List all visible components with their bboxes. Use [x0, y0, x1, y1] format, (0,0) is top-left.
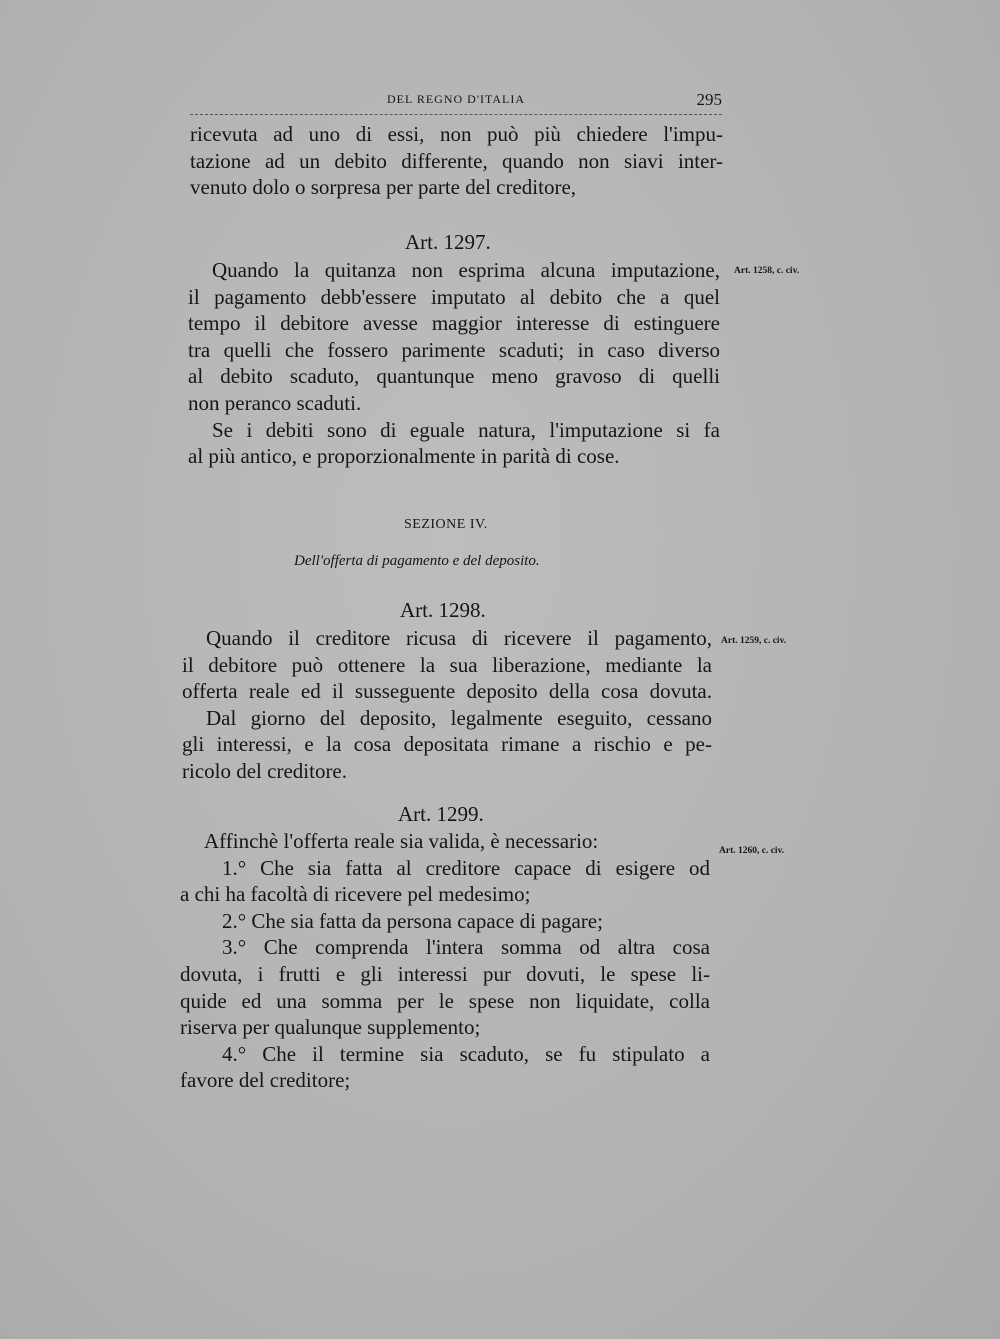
text-line: 3.° Che comprenda l'intera somma od altra cosa: [222, 935, 710, 960]
text-line: a chi ha facoltà di ricevere pel medesimo;: [180, 882, 531, 907]
text-line: Quando la quitanza non esprima alcuna imputazione,: [212, 258, 720, 282]
page-number: 295: [696, 90, 722, 109]
article-heading-1297: Art. 1297.: [405, 230, 491, 254]
margin-note-1297: Art. 1258, c. civ.: [734, 266, 800, 276]
text-line: dovuta, i frutti e gli interessi pur dovuti, le spese li-: [180, 961, 710, 986]
text-line: Affinchè l'offerta reale sia valida, è necessario:: [204, 829, 599, 853]
article-heading-1298: Art. 1298.: [400, 598, 486, 622]
text-line: favore del creditore;: [180, 1068, 351, 1093]
text-line: non peranco scaduti.: [188, 390, 362, 415]
text-line: 2.° Che sia fatta da persona capace di pagare;: [222, 908, 603, 933]
text-line: offerta reale ed il susseguente deposito della cosa dovuta.: [182, 679, 712, 704]
article-body-1297: [188, 257, 720, 470]
article-heading-1299: Art. 1299.: [398, 802, 484, 826]
text-line: Quando il creditore ricusa di ricevere il pagamento,: [206, 626, 712, 650]
text-line: il debitore può ottenere la sua liberazione, mediante la: [182, 652, 712, 677]
margin-note-1299: Art. 1260, c. civ.: [719, 846, 785, 856]
text-line: 4.° Che il termine sia scaduto, se fu stipulato a: [222, 1041, 710, 1066]
text-line: ricevuta ad uno di essi, non può più chiedere l'impu-: [190, 122, 723, 146]
text-line: 1.° Che sia fatta al creditore capace di esigere od: [222, 855, 710, 880]
text-line: venuto dolo o sorpresa per parte del creditore,: [190, 175, 577, 200]
margin-note-1298: Art. 1259, c. civ.: [721, 636, 787, 646]
text-line: quide ed una somma per le spese non liquidate, colla: [180, 988, 710, 1013]
text-line: ricolo del creditore.: [182, 758, 348, 783]
page-header: [190, 88, 722, 115]
text-line: gli interessi, e la cosa depositata rimane a rischio e pe-: [182, 732, 712, 757]
text-line: Se i debiti sono di eguale natura, l'imputazione si fa: [212, 417, 720, 442]
text-line: Dal giorno del deposito, legalmente eseguito, cessano: [206, 705, 712, 730]
text-line: il pagamento debb'essere imputato al debito che a quel: [188, 284, 720, 309]
text-line: tra quelli che fossero parimente scaduti; in caso diverso: [188, 337, 720, 362]
intro-paragraph: [190, 121, 723, 201]
text-line: al più antico, e proporzionalmente in parità di cose.: [188, 444, 620, 469]
text-line: riserva per qualunque supplemento;: [180, 1015, 481, 1040]
text-line: tempo il debitore avesse maggior interesse di estinguere: [188, 311, 720, 336]
section-title: SEZIONE IV.: [404, 517, 488, 532]
running-title: DEL REGNO D'ITALIA: [386, 92, 526, 106]
text-line: tazione ad un debito differente, quando non siavi inter-: [190, 148, 723, 173]
section-subtitle: Dell'offerta di pagamento e del deposito.: [294, 553, 540, 569]
article-body-1298: [182, 625, 712, 785]
text-line: al debito scaduto, quantunque meno gravoso di quelli: [188, 364, 720, 389]
article-body-1299: [180, 828, 710, 1094]
